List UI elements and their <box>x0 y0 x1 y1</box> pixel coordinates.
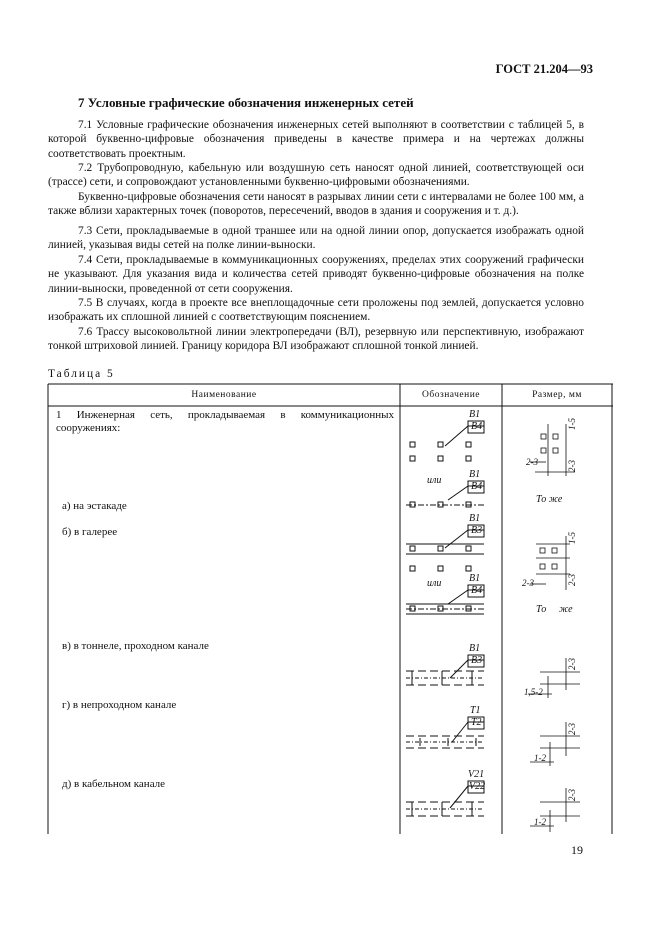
label-b4-b2: B4 <box>471 585 483 596</box>
label-v22-d: V22 <box>469 781 486 792</box>
table-row-1: 1 Инженерная сеть, прокладываемая в коммуникационных сооружениях: <box>56 409 394 434</box>
label-ili-a: или <box>427 475 442 486</box>
paragraph-7-4: 7.4 Сети, прокладываемые в коммуникационных сооружениях, пределах этих сооружений графически не указывают. Для указания вида и количества сетей приводят буквенно-цифровые обозначения на полке линии-выноски, проведенной от сети сооружения. <box>48 254 584 295</box>
table-item-a: а) на эстакаде <box>62 500 127 512</box>
table-item-d: д) в кабельном канале <box>62 778 166 790</box>
paragraph-7-3: 7.3 Сети, прокладываемые в одной траншее или на одной линии опор, допускается изображать одной линией, указывая виды сетей на полке линии-выноски. <box>48 225 584 252</box>
label-ili-b: или <box>427 578 442 589</box>
table-item-b: б) в галерее <box>62 526 118 538</box>
paragraph-7-6: 7.6 Трассу высоковольтной линии электропередачи (ВЛ), резервную или перспективную, изображают тонкой штриховой линией. Границу коридора ВЛ изображают сплошной тонкой линией. <box>48 326 584 353</box>
label-b1-a: B1 <box>469 409 481 420</box>
symbol-gallery <box>406 525 484 614</box>
label-b1-v: B1 <box>469 643 481 654</box>
label-b1-a2: B1 <box>469 469 481 480</box>
label-t2-g: T2 <box>471 717 482 728</box>
label-b1-b2: B1 <box>469 573 481 584</box>
dim-2-3-g: 2-3 <box>567 723 577 735</box>
dim-2-3-v: 2-3 <box>567 658 577 670</box>
label-b3-v: B3 <box>471 655 483 666</box>
paragraph-7-5: 7.5 В случаях, когда в проекте все внеплощадочные сети проложены под землей, допускается условно изображать их сплошной линией с соответствующим пояснением. <box>48 297 584 324</box>
column-header-size: Размер, мм <box>532 390 582 400</box>
dim-2-3-a-v: 2-3 <box>567 460 577 472</box>
dim-1-5-2-v: 1,5-2 <box>524 687 543 697</box>
label-b4-a2: B4 <box>471 481 483 492</box>
dim-1-5-a: 1-5 <box>567 418 577 430</box>
dim-2-3-d: 2-3 <box>567 789 577 801</box>
dim-1-2-d: 1-2 <box>534 817 546 827</box>
dimension-gallery <box>530 536 570 590</box>
dim-1-2-g: 1-2 <box>534 753 546 763</box>
table-caption: Таблица 5 <box>48 368 115 380</box>
label-zhe-b: же <box>559 604 573 615</box>
label-v21-d: V21 <box>468 769 485 780</box>
label-to-b: То <box>536 604 547 615</box>
label-b3-b: B3 <box>471 525 483 536</box>
table-item-g: г) в непроходном канале <box>62 699 177 711</box>
column-header-name: Наименование <box>191 390 257 400</box>
paragraph-7-2: 7.2 Трубопроводную, кабельную или воздушную сеть наносят одной линией, соответствующей оси (трассе) сети, и сопровождают установленными буквенно-цифровыми обозначениями. <box>48 162 584 189</box>
section-title: 7 Условные графические обозначения инженерных сетей <box>78 95 414 110</box>
symbol-trestle <box>406 421 484 507</box>
paragraph-7-2-cont: Буквенно-цифровые обозначения сети наносят в разрывах линии сети с интервалами не более 100 мм, а также вблизи характерных точек (поворотов, пересечений, вводов в здания и сооружения и т. д.). <box>48 191 584 218</box>
label-to-zhe-a: То же <box>536 494 563 505</box>
dim-2-3-b-h: 2-3 <box>522 578 534 588</box>
label-b1-b: B1 <box>469 513 481 524</box>
table-item-v: в) в тоннеле, проходном канале <box>62 640 209 652</box>
document-code: ГОСТ 21.204—93 <box>495 62 593 76</box>
page-number: 19 <box>571 843 583 857</box>
label-b4-a: B4 <box>471 421 483 432</box>
label-t1-g: T1 <box>470 705 481 716</box>
dim-2-3-b-v: 2-3 <box>567 574 577 586</box>
dim-2-3-a-h: 2-3 <box>526 457 538 467</box>
dim-1-5-b: 1-5 <box>567 532 577 544</box>
column-header-symbol: Обозначение <box>422 390 480 400</box>
paragraph-7-1: 7.1 Условные графические обозначения инженерных сетей выполняют в соответствии с таблицей 5, в которой буквенно-цифровые обозначения приведены в качестве примера и на чертежах должны соответствовать проектным. <box>48 119 584 160</box>
